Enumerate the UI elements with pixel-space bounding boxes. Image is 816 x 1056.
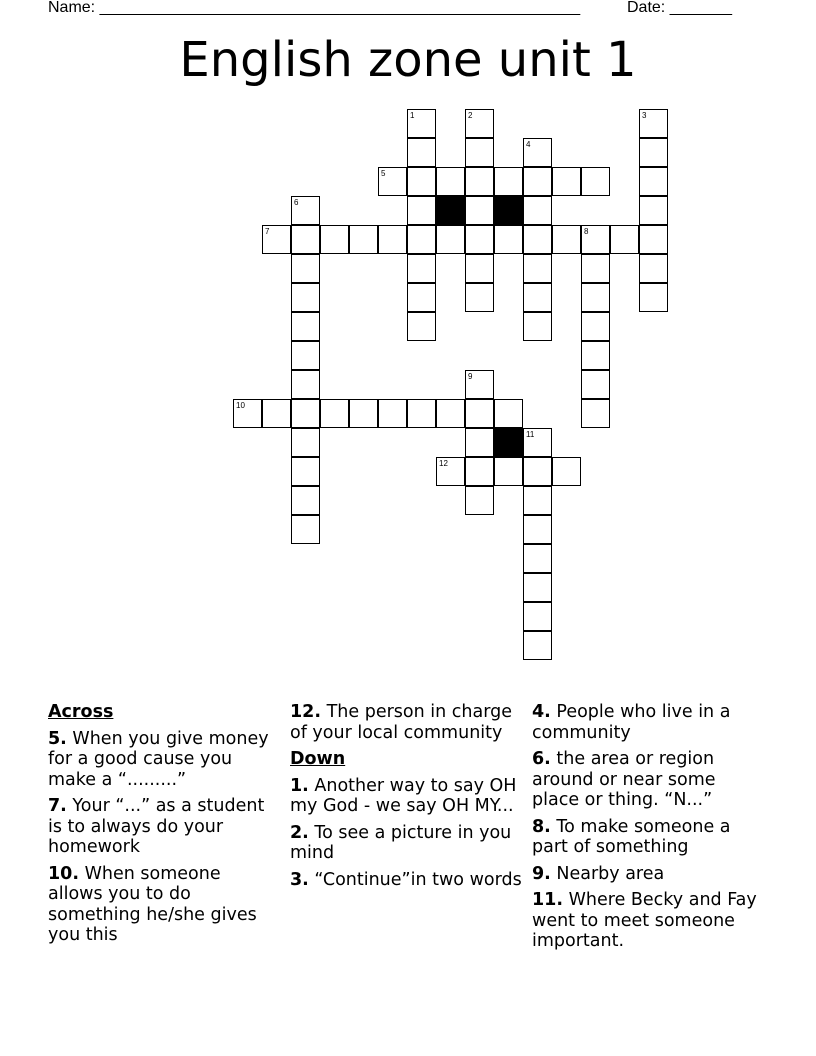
down-heading: Down — [290, 749, 346, 769]
answer-cell[interactable] — [407, 167, 436, 196]
answer-cell[interactable] — [291, 515, 320, 544]
across-heading: Across — [48, 702, 114, 722]
clue-number-1: 1 — [410, 111, 415, 120]
answer-cell[interactable] — [436, 399, 465, 428]
answer-cell[interactable] — [581, 167, 610, 196]
answer-cell[interactable] — [581, 399, 610, 428]
clue-across-12: 12. The person in charge of your local community — [290, 702, 512, 743]
answer-cell[interactable] — [465, 486, 494, 515]
name-field-label: Name: ______________________________________________________ — [48, 0, 581, 16]
answer-cell[interactable] — [465, 457, 494, 486]
black-square — [494, 428, 523, 457]
answer-cell[interactable] — [639, 196, 668, 225]
answer-cell[interactable] — [610, 225, 639, 254]
answer-cell[interactable] — [639, 138, 668, 167]
answer-cell[interactable] — [494, 399, 523, 428]
answer-cell[interactable] — [262, 399, 291, 428]
clues-column-3 — [532, 702, 764, 958]
answer-cell[interactable] — [465, 254, 494, 283]
clue-number-5: 5 — [381, 169, 386, 178]
clue-down-6: 6. the area or region around or near some place or thing. “N...” — [532, 749, 716, 810]
answer-cell[interactable] — [523, 515, 552, 544]
clue-number-3: 3 — [642, 111, 647, 120]
answer-cell[interactable] — [523, 544, 552, 573]
clue-number-8: 8 — [584, 227, 589, 236]
answer-cell[interactable] — [465, 225, 494, 254]
clue-number-12: 12 — [439, 459, 448, 468]
answer-cell[interactable] — [378, 225, 407, 254]
date-field-label: Date: _______ — [627, 0, 732, 16]
answer-cell[interactable] — [291, 399, 320, 428]
clue-number-7: 7 — [265, 227, 270, 236]
page-title: English zone unit 1 — [179, 32, 637, 88]
answer-cell[interactable] — [465, 167, 494, 196]
answer-cell[interactable] — [523, 254, 552, 283]
answer-cell[interactable] — [581, 254, 610, 283]
answer-cell[interactable] — [291, 254, 320, 283]
answer-cell[interactable] — [581, 283, 610, 312]
clue-down-2: 2. To see a picture in you mind — [290, 822, 512, 863]
answer-cell[interactable] — [407, 312, 436, 341]
answer-cell[interactable] — [523, 573, 552, 602]
answer-cell[interactable] — [639, 225, 668, 254]
answer-cell[interactable] — [349, 399, 378, 428]
answer-cell[interactable] — [291, 486, 320, 515]
answer-cell[interactable] — [291, 457, 320, 486]
clue-down-11: 11. Where Becky and Fay went to meet someone important. — [532, 890, 757, 951]
answer-cell[interactable] — [552, 457, 581, 486]
clue-number-2: 2 — [468, 111, 473, 120]
clue-across-10: 10. When someone allows you to do something he/she gives you this — [48, 863, 257, 945]
clues-column-2 — [290, 702, 522, 896]
answer-cell[interactable] — [523, 457, 552, 486]
answer-cell[interactable] — [436, 167, 465, 196]
clue-number-11: 11 — [526, 430, 535, 439]
answer-cell[interactable] — [523, 486, 552, 515]
answer-cell[interactable] — [407, 254, 436, 283]
answer-cell[interactable] — [465, 138, 494, 167]
clue-number-4: 4 — [526, 140, 531, 149]
clue-down-8: 8. To make someone a part of something — [532, 816, 731, 857]
answer-cell[interactable] — [523, 196, 552, 225]
black-square — [436, 196, 465, 225]
clue-across-5: 5. When you give money for a good cause you make a “.........” — [48, 728, 269, 790]
answer-cell[interactable] — [523, 283, 552, 312]
answer-cell[interactable] — [465, 283, 494, 312]
answer-cell[interactable] — [523, 167, 552, 196]
answer-cell[interactable] — [349, 225, 378, 254]
clue-down-1: 1. Another way to say OH my God - we say OH MY... — [290, 775, 517, 816]
answer-cell[interactable] — [494, 225, 523, 254]
answer-cell[interactable] — [378, 399, 407, 428]
answer-cell[interactable] — [639, 283, 668, 312]
answer-cell[interactable] — [639, 254, 668, 283]
answer-cell[interactable] — [552, 167, 581, 196]
answer-cell[interactable] — [291, 312, 320, 341]
clue-number-6: 6 — [294, 198, 299, 207]
clues-column-1 — [48, 702, 280, 952]
answer-cell[interactable] — [552, 225, 581, 254]
answer-cell[interactable] — [523, 312, 552, 341]
clue-number-10: 10 — [236, 401, 245, 410]
answer-cell[interactable] — [291, 225, 320, 254]
answer-cell[interactable] — [523, 602, 552, 631]
answer-cell[interactable] — [465, 196, 494, 225]
answer-cell[interactable] — [581, 312, 610, 341]
answer-cell[interactable] — [291, 428, 320, 457]
clue-down-9: 9. Nearby area — [532, 863, 665, 884]
answer-cell[interactable] — [407, 399, 436, 428]
clue-number-9: 9 — [468, 372, 473, 381]
answer-cell[interactable] — [523, 631, 552, 660]
answer-cell[interactable] — [581, 341, 610, 370]
answer-cell[interactable] — [320, 399, 349, 428]
answer-cell[interactable] — [436, 225, 465, 254]
clue-across-7: 7. Your “...” as a student is to always do your homework — [48, 796, 265, 857]
answer-cell[interactable] — [291, 370, 320, 399]
answer-cell[interactable] — [494, 167, 523, 196]
answer-cell[interactable] — [494, 457, 523, 486]
answer-cell[interactable] — [291, 283, 320, 312]
answer-cell[interactable] — [291, 341, 320, 370]
answer-cell[interactable] — [407, 225, 436, 254]
answer-cell[interactable] — [407, 138, 436, 167]
clue-down-3: 3. “Continue”in two words — [290, 869, 522, 890]
answer-cell[interactable] — [639, 167, 668, 196]
clue-down-4: 4. People who live in a community — [532, 702, 731, 743]
answer-cell[interactable] — [320, 225, 349, 254]
answer-cell[interactable] — [407, 283, 436, 312]
black-square — [494, 196, 523, 225]
answer-cell[interactable] — [581, 370, 610, 399]
answer-cell[interactable] — [465, 399, 494, 428]
answer-cell[interactable] — [465, 428, 494, 457]
answer-cell[interactable] — [523, 225, 552, 254]
answer-cell[interactable] — [407, 196, 436, 225]
